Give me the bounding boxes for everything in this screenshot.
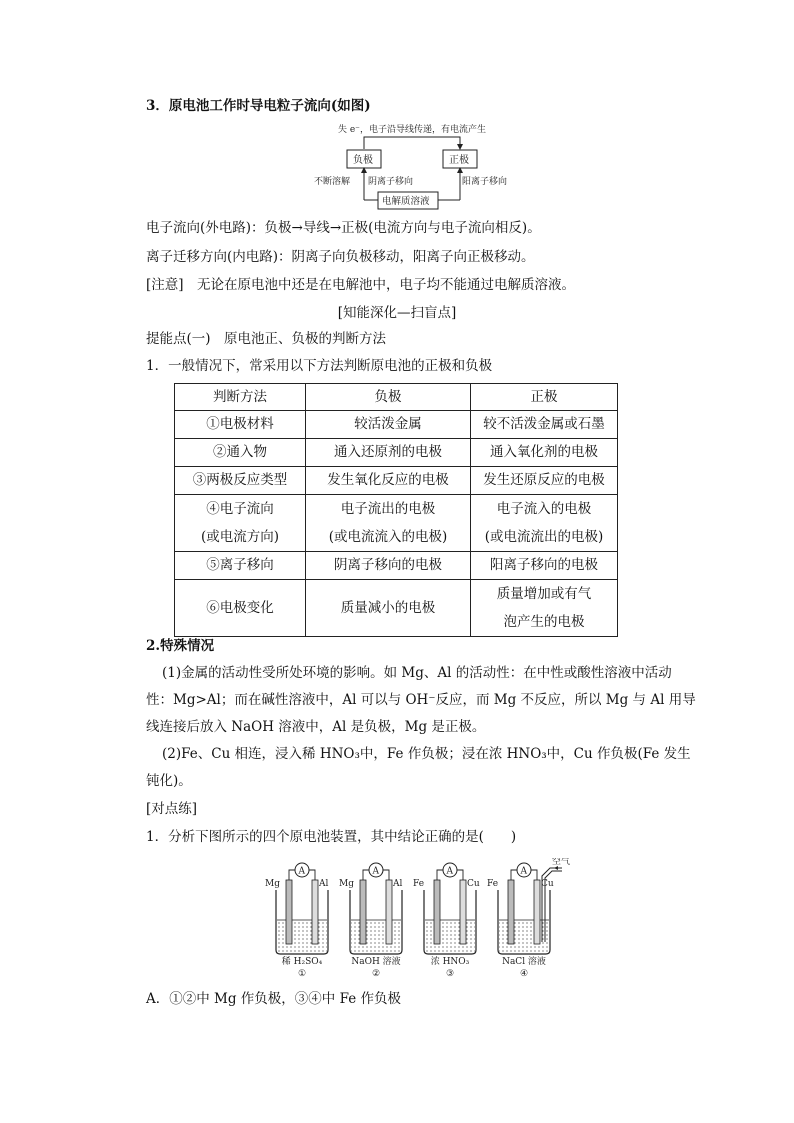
table-cell: 阳离子移向的电极 [471,552,618,580]
option-a: A．①②中 Mg 作负极，③④中 Fe 作负极 [146,991,401,1007]
wire [437,870,443,880]
ion-flow-diagram [310,122,530,214]
left-electrode [360,880,366,944]
table-cell: ⑤离子移向 [175,552,306,580]
table-cell: ③两极反应类型 [175,467,306,495]
solution [425,920,475,953]
table-cell: 质量减小的电极 [306,580,471,637]
cell-number: ② [371,969,381,979]
ammeter-symbol: A [446,866,453,877]
left-electrode-label: Mg [265,879,280,889]
solution [277,920,327,953]
judgment-table [174,383,618,637]
right-electrode-label: Cu [541,879,554,889]
right-electrode [534,880,540,944]
diagram-top-label: 失 e⁻，电子沿导线传递，有电流产生 [338,125,486,135]
table-header: 正极 [471,384,618,411]
right-electrode [312,880,318,944]
note-text: 无论在原电池中还是在电解池中，电子均不能通过电解质溶液。 [197,277,576,293]
right-electrode-label: Al [319,879,329,889]
negative-label: 负极 [353,155,373,166]
wire [457,870,463,880]
special-2-line-b: 钝化)。 [146,773,192,789]
table-cell: 发生氧化反应的电极 [306,467,471,495]
galvanic-cell [413,863,480,979]
left-electrode-label: Fe [413,879,425,889]
item-2: 2.特殊情况 [146,638,215,654]
note-tag: [注意] [146,277,184,293]
table-cell: 电子流入的电极 (或电流流出的电极) [471,495,618,552]
table-cell: 较不活泼金属或石墨 [471,411,618,439]
special-1-line-b: 性：Mg>Al；而在碱性溶液中，Al 可以与 OH⁻反应，而 Mg 不反应，所以 Mg 与 Al 用导 [146,692,696,708]
solution-label: NaCl 溶液 [502,957,546,967]
table-cell: 质量增加或有气 泡产生的电极 [471,580,618,637]
left-electrode [286,880,292,944]
table-cell: 通入氧化剂的电极 [471,439,618,467]
wire [531,870,537,880]
left-electrode [434,880,440,944]
cell-number: ④ [519,969,529,979]
air-label: 空气 [552,858,571,867]
ion-flow-text: 离子迁移方向(内电路)：阴离子向负极移动，阳离子向正极移动。 [146,249,535,265]
cell-number: ③ [445,969,455,979]
wire [309,870,315,880]
right-electrode-label: Cu [467,879,480,889]
ammeter-symbol: A [298,866,305,877]
table-header: 负极 [306,384,471,411]
note-line [146,276,575,294]
table-header: 判断方法 [175,384,306,411]
galvanic-cell [487,858,570,979]
table-cell: ①电极材料 [175,411,306,439]
special-1-line-c: 线连接后放入 NaOH 溶液中，Al 是负极，Mg 是正极。 [146,719,486,735]
table-row [175,439,618,467]
left-electrode [508,880,514,944]
table-cell: ②通入物 [175,439,306,467]
galvanic-cell [339,863,402,979]
special-1-line-a: (1)金属的活动性受所处环境的影响。如 Mg、Al 的活动性：在中性或酸性溶液中活动 [162,665,672,681]
solution-label: NaOH 溶液 [351,957,401,967]
cells-figure [262,858,582,984]
galvanic-cell [265,863,328,979]
left-electrode-label: Mg [339,879,354,889]
wire [383,870,389,880]
electrolyte-label: 电解质溶液 [382,196,430,207]
table-cell: 电子流出的电极 (或电流流入的电极) [306,495,471,552]
solution-label: 稀 H₂SO₄ [281,957,323,967]
table-row [175,580,618,637]
table-cell: 阴离子移向的电极 [306,552,471,580]
section-title: [知能深化—扫盲点] [337,305,457,321]
cell-number: ① [297,969,307,979]
table-row [175,467,618,495]
practice-tag: [对点练] [146,801,198,817]
table-cell: 发生还原反应的电极 [471,467,618,495]
wire [289,870,295,880]
table-header-row [175,384,618,411]
solution-label: 浓 HNO₃ [430,957,470,967]
wire [363,870,369,880]
left-label: 不断溶解 [314,177,351,187]
right-label: 阳离子移向 [462,177,508,187]
question-1: 1．分析下图所示的四个原电池装置，其中结论正确的是( ) [146,829,517,845]
right-electrode [460,880,466,944]
table-row [175,411,618,439]
electron-flow-text: 电子流向(外电路)：负极→导线→正极(电流方向与电子流向相反)。 [146,220,541,236]
middle-label: 阴离子移向 [368,177,414,187]
table-cell: ⑥电极变化 [175,580,306,637]
point-title: 提能点(一) 原电池正、负极的判断方法 [146,331,387,347]
right-electrode-label: Al [393,879,403,889]
table-cell: 通入还原剂的电极 [306,439,471,467]
left-electrode-label: Fe [487,879,499,889]
table-row [175,495,618,552]
ammeter-symbol: A [520,866,527,877]
heading-3: 3．原电池工作时导电粒子流向(如图) [146,98,371,114]
table-cell: ④电子流向 (或电流方向) [175,495,306,552]
ammeter-symbol: A [372,866,379,877]
positive-label: 正极 [449,155,469,166]
wire [511,870,517,880]
right-electrode [386,880,392,944]
solution [351,920,401,953]
table-row [175,552,618,580]
special-2-line-a: (2)Fe、Cu 相连，浸入稀 HNO₃中，Fe 作负极；浸在浓 HNO₃中，Cu 作负极(Fe 发生 [162,746,691,762]
table-cell: 较活泼金属 [306,411,471,439]
item-1: 1．一般情况下，常采用以下方法判断原电池的正极和负极 [146,358,493,374]
